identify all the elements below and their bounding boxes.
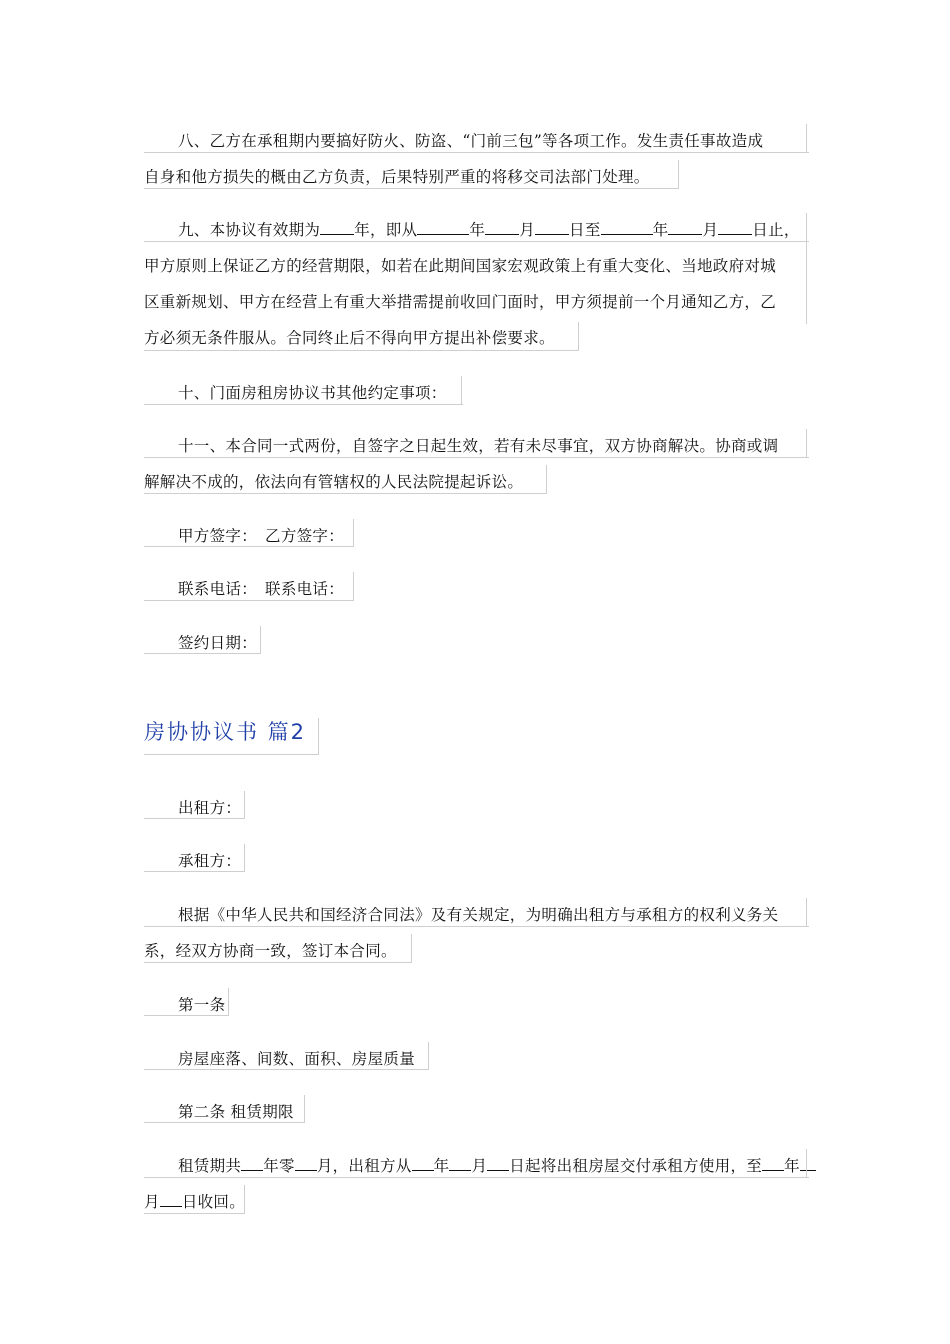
clause-9-line-4: 方必须无条件服从。合同终止后不得向甲方提出补偿要求。: [144, 329, 555, 347]
signature-line: [144, 518, 808, 554]
phone-line: [144, 571, 808, 607]
clause-11: [144, 428, 808, 500]
sign-date-line: [144, 625, 808, 661]
lessor-line: [144, 790, 808, 826]
lease-term-line-1: 租赁期共 年零 月，出租方从 年 月 日起将出租房屋交付承租方使用，至 年: [144, 1148, 808, 1184]
clause-10: [144, 375, 808, 411]
party-a-phone-label: 联系电话：: [178, 580, 258, 598]
lessee-line: [144, 843, 808, 879]
clause-9-line-3: 区重新规划、甲方在经营上有重大举措需提前收回门面时，甲方须提前一个月通知乙方，乙: [144, 293, 777, 311]
section-2-title: 房协协议书 篇2: [144, 720, 307, 744]
article-1-text: 房屋座落、间数、面积、房屋质量: [178, 1050, 416, 1068]
lessor-label: 出租方：: [178, 799, 242, 817]
article-1-label: 第一条: [178, 996, 226, 1014]
sign-date-label: 签约日期：: [178, 634, 258, 652]
party-b-signature-label: 乙方签字：: [265, 527, 345, 545]
lease-term-line-2: 月 日收回。: [144, 1193, 246, 1211]
clause-9-line-2: 甲方原则上保证乙方的经营期限，如若在此期间国家宏观政策上有重大变化、当地政府对城: [144, 257, 777, 275]
clause-8-line-2: 自身和他方损失的概由乙方负责，后果特别严重的将移交司法部门处理。: [144, 168, 650, 186]
party-a-signature-label: 甲方签字：: [178, 527, 258, 545]
clause-10-text: 十、门面房租房协议书其他约定事项：: [178, 384, 447, 402]
clause-11-line-2: 解解决不成的，依法向有管辖权的人民法院提起诉讼。: [144, 473, 524, 491]
article-2-heading: [144, 1094, 808, 1130]
clause-9-line-1: 九、本协议有效期为 年，即从 年 月 日至 年 月 日止，: [178, 221, 800, 239]
clause-9: [144, 212, 808, 356]
article-1-body: [144, 1041, 808, 1077]
lease-term-paragraph: [144, 1148, 808, 1220]
clause-8: [144, 123, 808, 195]
basis-line-1: 根据《中华人民共和国经济合同法》及有关规定，为明确出租方与承租方的权利义务关: [178, 906, 779, 924]
article-1-heading: [144, 987, 808, 1023]
article-2-label: 第二条 租赁期限: [178, 1103, 294, 1121]
basis-paragraph: [144, 897, 808, 969]
clause-8-line-1: 八、乙方在承租期内要搞好防火、防盗、“门前三包”等各项工作。发生责任事故造成: [178, 132, 764, 150]
basis-line-2: 系，经双方协商一致，签订本合同。: [144, 942, 397, 960]
party-b-phone-label: 联系电话：: [265, 580, 345, 598]
lessee-label: 承租方：: [178, 852, 242, 870]
clause-11-line-1: 十一、本合同一式两份，自签字之日起生效，若有未尽事宜，双方协商解决。协商或调: [178, 437, 779, 455]
